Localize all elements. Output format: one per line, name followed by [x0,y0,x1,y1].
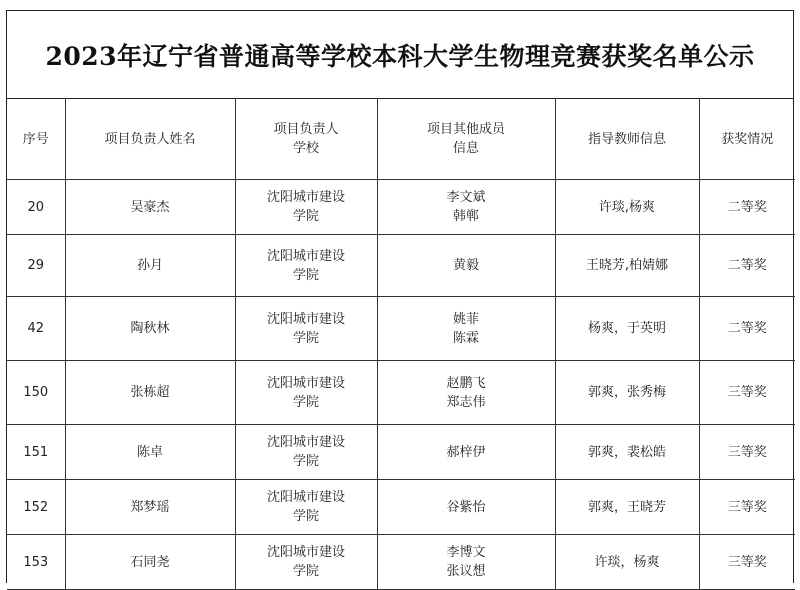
award-cell: 三等奖 [699,480,795,535]
members-cell: 赵鹏飞 郑志伟 [377,361,555,425]
header-leader: 项目负责人姓名 [65,99,235,180]
table-header-row [7,99,795,180]
advisor-cell: 王晓芳,柏婧娜 [555,235,699,297]
leader-cell: 陶秋林 [65,297,235,361]
table-row [7,180,795,235]
seq-cell: 152 [7,480,65,535]
leader-cell: 石同尧 [65,535,235,590]
award-table [7,99,795,590]
school-cell: 沈阳城市建设 学院 [235,535,377,590]
table-row [7,535,795,590]
school-cell: 沈阳城市建设 学院 [235,235,377,297]
seq-cell: 29 [7,235,65,297]
members-cell: 谷紫怡 [377,480,555,535]
advisor-cell: 郭爽，裴松皓 [555,425,699,480]
members-cell: 黄毅 [377,235,555,297]
award-cell: 二等奖 [699,297,795,361]
award-list-document [6,10,794,583]
seq-cell: 42 [7,297,65,361]
table-row [7,361,795,425]
advisor-cell: 郭爽，王晓芳 [555,480,699,535]
school-cell: 沈阳城市建设 学院 [235,297,377,361]
award-cell: 二等奖 [699,235,795,297]
table-row [7,425,795,480]
seq-cell: 153 [7,535,65,590]
advisor-cell: 杨爽，于英明 [555,297,699,361]
header-advisor: 指导教师信息 [555,99,699,180]
members-cell: 郝梓伊 [377,425,555,480]
leader-cell: 郑梦瑶 [65,480,235,535]
advisor-cell: 郭爽，张秀梅 [555,361,699,425]
school-cell: 沈阳城市建设 学院 [235,361,377,425]
seq-cell: 20 [7,180,65,235]
members-cell: 李文斌 韩郸 [377,180,555,235]
members-cell: 姚菲 陈霖 [377,297,555,361]
school-cell: 沈阳城市建设 学院 [235,425,377,480]
leader-cell: 张栋超 [65,361,235,425]
leader-cell: 孙月 [65,235,235,297]
award-cell: 二等奖 [699,180,795,235]
members-cell: 李博文 张议想 [377,535,555,590]
advisor-cell: 许琰，杨爽 [555,535,699,590]
header-seq: 序号 [7,99,65,180]
seq-cell: 150 [7,361,65,425]
award-cell: 三等奖 [699,535,795,590]
table-row [7,235,795,297]
table-row [7,297,795,361]
header-award: 获奖情况 [699,99,795,180]
table-row [7,480,795,535]
seq-cell: 151 [7,425,65,480]
header-members: 项目其他成员 信息 [377,99,555,180]
school-cell: 沈阳城市建设 学院 [235,180,377,235]
school-cell: 沈阳城市建设 学院 [235,480,377,535]
award-cell: 三等奖 [699,425,795,480]
leader-cell: 陈卓 [65,425,235,480]
award-cell: 三等奖 [699,361,795,425]
leader-cell: 吴豪杰 [65,180,235,235]
header-school: 项目负责人 学校 [235,99,377,180]
page-title: 2023年辽宁省普通高等学校本科大学生物理竞赛获奖名单公示 [7,11,793,99]
advisor-cell: 许琰,杨爽 [555,180,699,235]
